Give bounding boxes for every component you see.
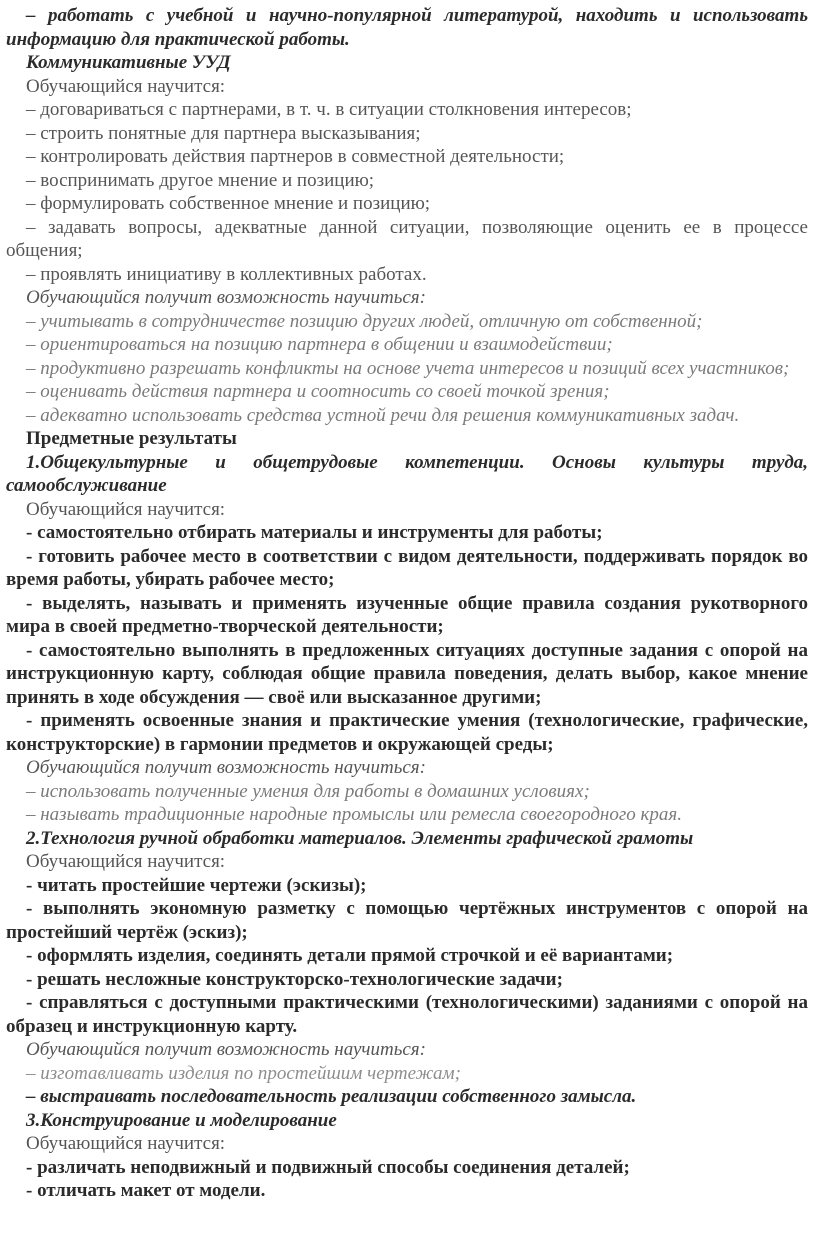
list-item: - читать простейшие чертежи (эскизы);	[26, 874, 367, 896]
list-item: – договариваться с партнерами, в т. ч. в ситуации столкновения интересов;	[26, 99, 632, 120]
heading-subject-results: Предметные результаты	[26, 428, 237, 449]
learner-will-learn-1: Обучающийся научится:	[26, 75, 226, 97]
list-item: - самостоятельно выполнять в предложенных ситуациях доступные задания с опорой на инструкционную карту, соблюдая общие правила поведения, делать выбор, какое мнение принять в ходе обсуждения — своё или высказанное другими;	[6, 639, 808, 708]
section-heading-1: 1.Общекультурные и общетрудовые компетенции. Основы культуры труда, самообслуживание	[6, 451, 808, 496]
list-item: – проявлять инициативу в коллективных работах.	[26, 263, 427, 285]
list-item: – продуктивно разрешать конфликты на основе учета интересов и позиций всех участников;	[26, 357, 790, 379]
list-item: - самостоятельно отбирать материалы и инструменты для работы;	[26, 522, 603, 543]
list-item: – изготавливать изделия по простейшим чертежам;	[26, 1062, 461, 1084]
list-item: - выделять, называть и применять изученные общие правила создания рукотворного мира в своей предметно-творческой деятельности;	[6, 592, 808, 637]
list-item: - оформлять изделия, соединять детали прямой строчкой и её вариантами;	[26, 945, 674, 966]
list-item: – воспринимать другое мнение и позицию;	[26, 169, 375, 191]
learner-opportunity-1: Обучающийся получит возможность научиться:	[26, 287, 426, 308]
learner-opportunity-3: Обучающийся получит возможность научиться:	[26, 1039, 426, 1060]
list-item: - справляться с доступными практическими (технологическими) заданиями с опорой на образец и инструкционную карту.	[6, 992, 808, 1037]
list-item: – оценивать действия партнера и соотносить со своей точкой зрения;	[26, 381, 610, 402]
heading-communicative: Коммуникативные УУД	[26, 52, 231, 73]
list-item: – выстраивать последовательность реализации собственного замысла.	[26, 1086, 637, 1107]
list-item: – формулировать собственное мнение и позицию;	[26, 193, 431, 214]
learner-will-learn-4: Обучающийся научится:	[26, 1133, 226, 1154]
list-item: – контролировать действия партнеров в совместной деятельности;	[26, 146, 565, 167]
list-item: – учитывать в сотрудничестве позицию других людей, отличную от собственной;	[26, 310, 703, 332]
learner-will-learn-2: Обучающийся научится:	[26, 498, 226, 520]
list-item: – задавать вопросы, адекватные данной ситуации, позволяющие оценить ее в процессе общения;	[6, 216, 808, 261]
section-heading-3: 3.Конструирование и моделирование	[26, 1109, 337, 1131]
list-item: - выполнять экономную разметку с помощью чертёжных инструментов с опорой на простейший чертёж (эскиз);	[6, 898, 808, 943]
list-item: – использовать полученные умения для работы в домашних условиях;	[26, 780, 590, 802]
list-item: - отличать макет от модели.	[26, 1180, 266, 1201]
list-item: - применять освоенные знания и практические умения (технологические, графические, конструкторские) в гармонии предметов и окружающей среды;	[6, 710, 808, 755]
list-item: – строить понятные для партнера высказывания;	[26, 122, 421, 144]
list-item: - различать неподвижный и подвижный способы соединения деталей;	[26, 1156, 630, 1178]
list-item: – называть традиционные народные промыслы или ремесла своегородного края.	[26, 804, 682, 825]
learner-opportunity-2: Обучающийся получит возможность научиться:	[26, 757, 426, 778]
list-item: – адекватно использовать средства устной речи для решения коммуникативных задач.	[26, 404, 740, 426]
learner-will-learn-3: Обучающийся научится:	[26, 851, 226, 872]
section-heading-2: 2.Технология ручной обработки материалов. Элементы графической грамоты	[26, 827, 694, 849]
list-item: – ориентироваться на позицию партнера в общении и взаимодействии;	[26, 334, 613, 355]
paragraph-1: – работать с учебной и научно-популярной литературой, находить и использовать информацию для практической работы.	[6, 5, 808, 50]
list-item: - решать несложные конструкторско-технологические задачи;	[26, 968, 563, 990]
list-item: - готовить рабочее место в соответствии с видом деятельности, поддерживать порядок во время работы, убирать рабочее место;	[6, 545, 808, 590]
